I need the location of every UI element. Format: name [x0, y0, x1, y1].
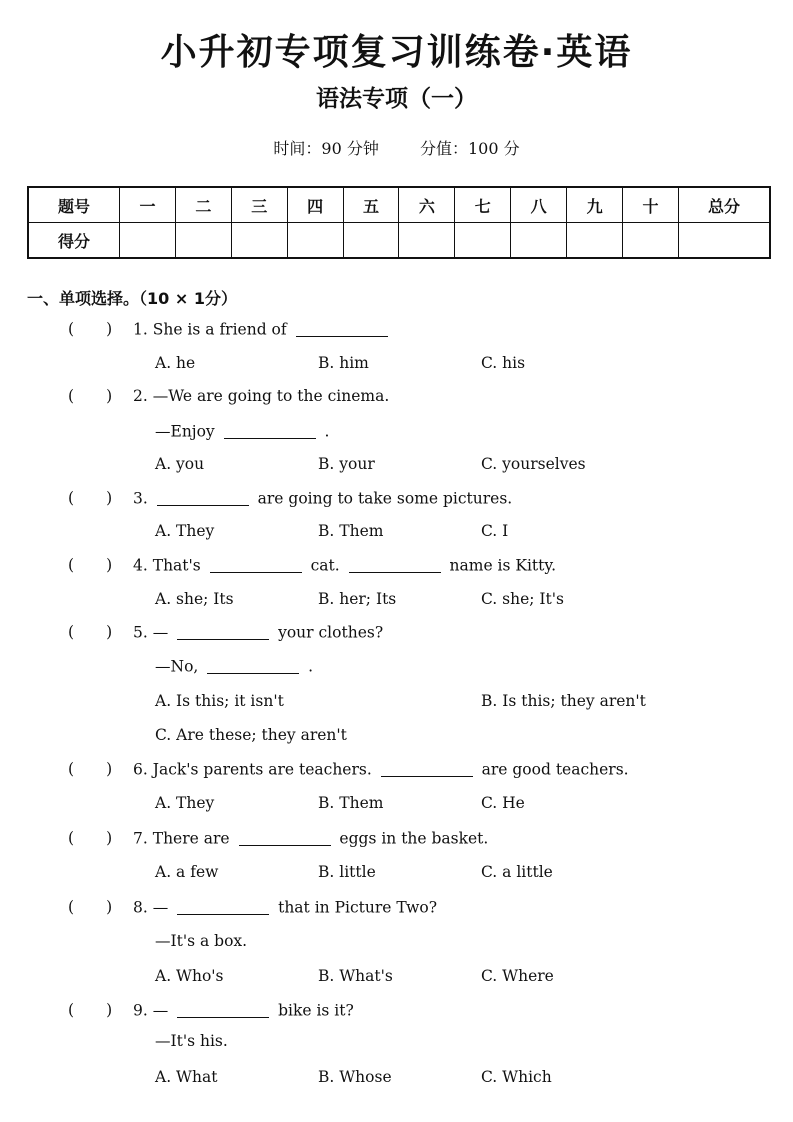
- question-stem: 9. — bike is it?: [133, 1001, 354, 1020]
- score-cell: 十: [623, 187, 679, 223]
- option-a: A. she; Its: [155, 590, 234, 608]
- score-cell: 三: [231, 187, 287, 223]
- option-c: C. I: [481, 522, 509, 540]
- option-b: B. little: [318, 863, 376, 881]
- option-c: C. Which: [481, 1068, 552, 1086]
- answer-blank[interactable]: [210, 556, 302, 573]
- score-input-cell[interactable]: [511, 223, 567, 259]
- option-a: A. a few: [155, 863, 219, 881]
- score-input-cell[interactable]: [175, 223, 231, 259]
- answer-paren[interactable]: ( ): [68, 623, 113, 641]
- question-stem: 6. Jack's parents are teachers. are good teachers.: [133, 760, 629, 779]
- answer-paren[interactable]: ( ): [68, 556, 113, 574]
- score-cell: 七: [455, 187, 511, 223]
- question-8-response: —It's a box.: [155, 932, 248, 950]
- option-a: A. Is this; it isn't: [155, 692, 284, 710]
- answer-paren[interactable]: ( ): [68, 760, 113, 778]
- option-b: B. Them: [318, 522, 384, 540]
- option-c: C. Are these; they aren't: [155, 726, 347, 744]
- answer-paren[interactable]: ( ): [68, 320, 113, 338]
- exam-subtitle: 语法专项（一）: [316, 86, 477, 112]
- score-input-cell[interactable]: [231, 223, 287, 259]
- question-stem: 1. She is a friend of: [133, 320, 392, 339]
- score-input-cell[interactable]: [120, 223, 176, 259]
- answer-blank[interactable]: [224, 422, 316, 439]
- option-a: A. Who's: [155, 967, 224, 985]
- option-b: B. her; Its: [318, 590, 397, 608]
- score-input-cell[interactable]: [567, 223, 623, 259]
- option-a: A. They: [155, 794, 215, 812]
- answer-blank[interactable]: [177, 898, 269, 915]
- total-score: 分值：100 分: [419, 139, 520, 158]
- option-a: A. you: [155, 455, 205, 473]
- question-stem: 3. are going to take some pictures.: [133, 489, 513, 508]
- question-stem: 2. —We are going to the cinema.: [133, 387, 390, 405]
- score-cell: 题号: [28, 187, 120, 223]
- score-table-score-row: [28, 223, 770, 259]
- score-table: [27, 186, 771, 259]
- score-cell: 八: [511, 187, 567, 223]
- answer-paren[interactable]: ( ): [68, 489, 113, 507]
- score-cell: 二: [175, 187, 231, 223]
- answer-blank[interactable]: [381, 760, 473, 777]
- question-stem: 7. There are eggs in the basket.: [133, 829, 489, 848]
- score-input-cell[interactable]: [679, 223, 771, 259]
- option-a: A. he: [155, 354, 196, 372]
- option-c: C. she; It's: [481, 590, 564, 608]
- answer-blank[interactable]: [177, 1001, 269, 1018]
- score-table-header-row: [28, 187, 770, 223]
- answer-blank[interactable]: [349, 556, 441, 573]
- answer-blank[interactable]: [296, 320, 388, 337]
- answer-blank[interactable]: [177, 623, 269, 640]
- score-cell: 四: [287, 187, 343, 223]
- option-a: A. What: [155, 1068, 218, 1086]
- option-b: B. What's: [318, 967, 393, 985]
- score-cell: 五: [343, 187, 399, 223]
- score-input-cell[interactable]: [455, 223, 511, 259]
- answer-paren[interactable]: ( ): [68, 387, 113, 405]
- question-stem: 4. That's cat. name is Kitty.: [133, 556, 557, 575]
- section-title: 一、单项选择。（10 × 1分）: [27, 289, 237, 308]
- question-stem: 5. — your clothes?: [133, 623, 384, 642]
- score-input-cell[interactable]: [287, 223, 343, 259]
- answer-paren[interactable]: ( ): [68, 829, 113, 847]
- score-cell: 一: [120, 187, 176, 223]
- option-b: B. your: [318, 455, 375, 473]
- answer-blank[interactable]: [207, 657, 299, 674]
- score-cell: 六: [399, 187, 455, 223]
- score-input-cell[interactable]: [623, 223, 679, 259]
- time-limit: 时间：90 分钟: [273, 139, 379, 158]
- answer-blank[interactable]: [239, 829, 331, 846]
- option-c: C. Where: [481, 967, 554, 985]
- option-b: B. him: [318, 354, 369, 372]
- question-stem: 8. — that in Picture Two?: [133, 898, 438, 917]
- option-b: B. Whose: [318, 1068, 392, 1086]
- option-a: A. They: [155, 522, 215, 540]
- answer-blank[interactable]: [157, 489, 249, 506]
- score-row-label: 得分: [28, 223, 120, 259]
- option-c: C. He: [481, 794, 525, 812]
- score-input-cell[interactable]: [399, 223, 455, 259]
- option-c: C. a little: [481, 863, 553, 881]
- exam-meta: [0, 136, 793, 159]
- answer-paren[interactable]: ( ): [68, 1001, 113, 1019]
- option-b: B. Them: [318, 794, 384, 812]
- exam-title: 小升初专项复习训练卷·英语: [160, 32, 633, 73]
- score-cell: 总分: [679, 187, 771, 223]
- question-9-response: —It's his.: [155, 1032, 228, 1050]
- option-c: C. yourselves: [481, 455, 586, 473]
- option-c: C. his: [481, 354, 526, 372]
- score-cell: 九: [567, 187, 623, 223]
- score-input-cell[interactable]: [343, 223, 399, 259]
- answer-paren[interactable]: ( ): [68, 898, 113, 916]
- option-b: B. Is this; they aren't: [481, 692, 646, 710]
